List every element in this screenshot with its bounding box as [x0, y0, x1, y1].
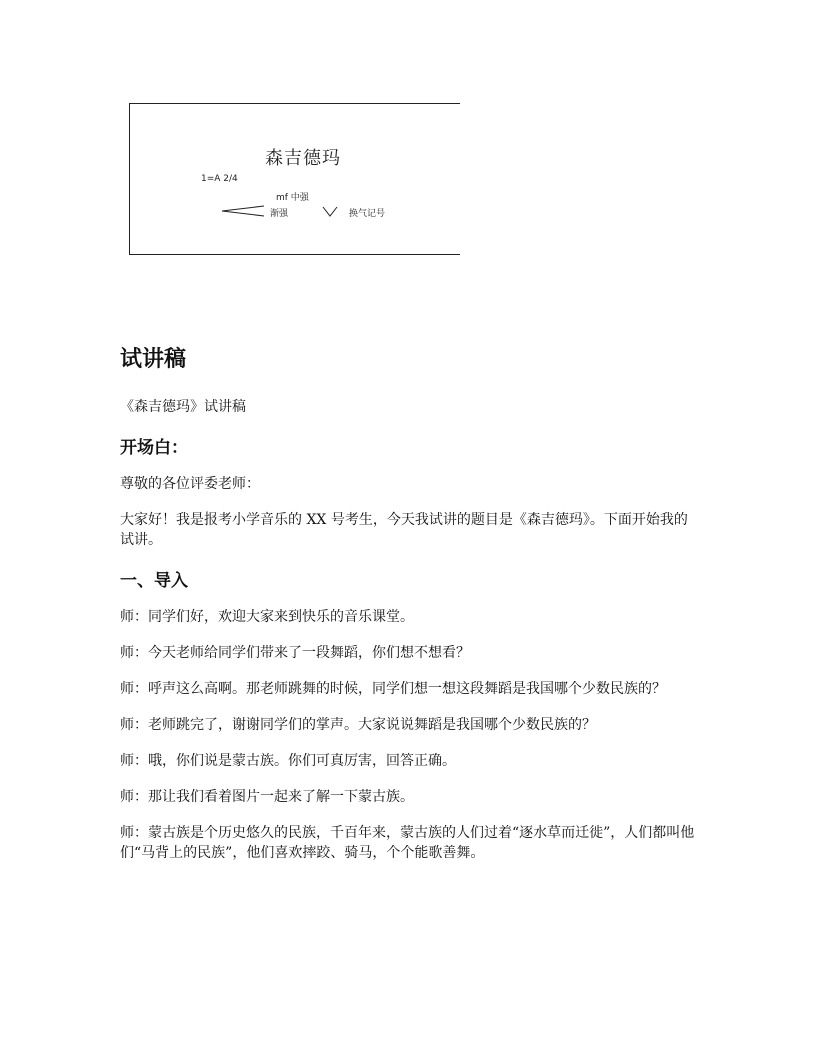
score-cresc-label: 渐强 — [270, 209, 289, 219]
breath-mark-icon — [322, 205, 338, 217]
paragraph: 师：老师跳完了，谢谢同学们的掌声。大家说说舞蹈是我国哪个少数民族的？ — [120, 717, 596, 733]
opening-greeting: 尊敬的各位评委老师： — [120, 476, 260, 492]
paragraph: 师：同学们好，欢迎大家来到快乐的音乐课堂。 — [120, 609, 414, 625]
page-title: 试讲稿 — [120, 347, 187, 372]
paragraph: 师：蒙古族是个历史悠久的民族，千百年来，蒙古族的人们过着“逐水草而迁徙”，人们都叫他们“马背上的民族”，他们喜欢摔跤、骑马，个个能歌善舞。 — [120, 825, 695, 861]
score-image — [129, 103, 460, 255]
score-dynamic: mf 中强 — [276, 193, 309, 203]
doc-subtitle: 《森吉德玛》试讲稿 — [120, 399, 246, 415]
document-body — [120, 342, 700, 879]
paragraph: 师：呼声这么高啊。那老师跳舞的时候，同学们想一想这段舞蹈是我国哪个少数民族的？ — [120, 681, 666, 697]
section-1-heading: 一、导入 — [120, 571, 188, 591]
paragraph: 师：那让我们看着图片一起来了解一下蒙古族。 — [120, 789, 414, 805]
crescendo-hairpin-icon — [220, 205, 266, 217]
paragraph: 师：哦，你们说是蒙古族。你们可真厉害，回答正确。 — [120, 753, 456, 769]
score-key-time: 1=A 2/4 — [201, 174, 238, 184]
score-breath-label: 换气记号 — [349, 209, 386, 219]
opening-intro: 大家好！我是报考小学音乐的 XX 号考生，今天我试讲的题目是《森吉德玛》。下面开始我的试讲。 — [120, 512, 688, 548]
opening-heading: 开场白： — [120, 438, 188, 458]
paragraph: 师：今天老师给同学们带来了一段舞蹈，你们想不想看？ — [120, 645, 470, 661]
score-title: 森吉德玛 — [265, 148, 341, 169]
